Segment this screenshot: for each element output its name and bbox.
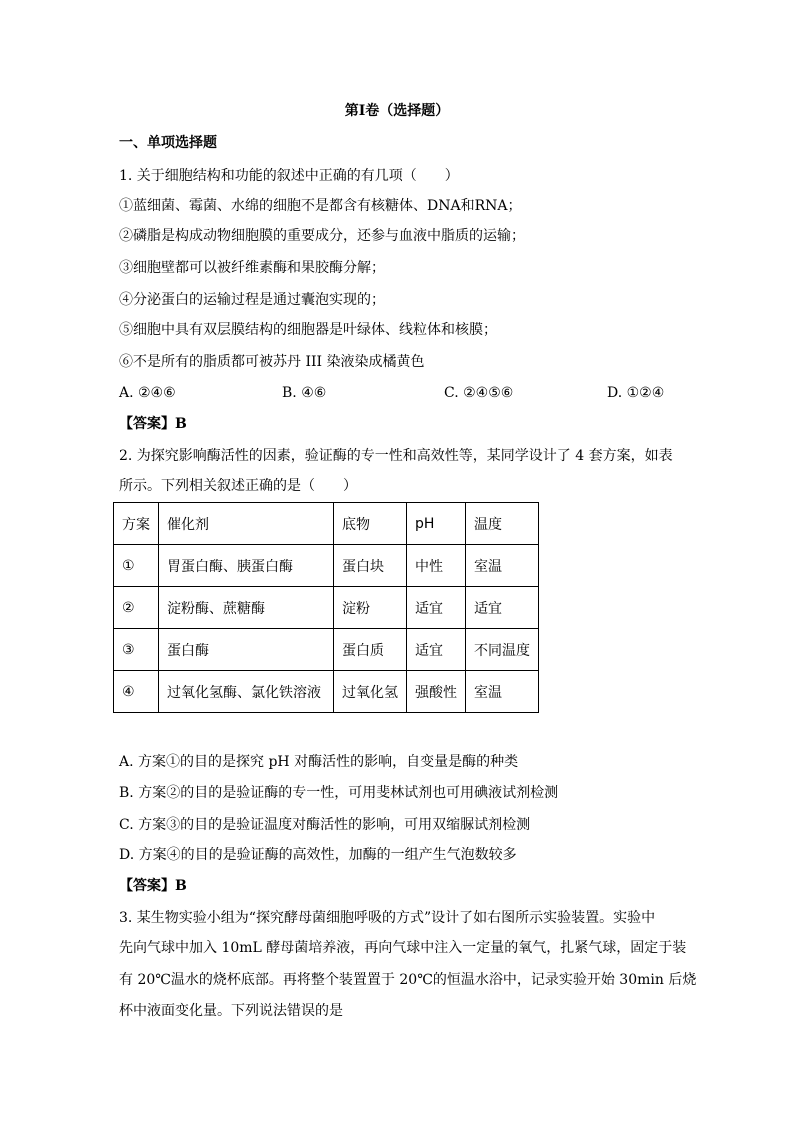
table-cell: 适宜 <box>466 587 539 629</box>
table-cell: 过氧化氢酶、氯化铁溶液 <box>159 671 334 713</box>
table-cell: 蛋白质 <box>334 629 407 671</box>
q1-stem: 1. 关于细胞结构和功能的叙述中正确的有几项（ ） <box>119 168 459 184</box>
table-header-cell: 方案 <box>114 503 159 545</box>
q1-item: ④分泌蛋白的运输过程是通过囊泡实现的； <box>119 292 385 308</box>
q2-answer: 【答案】B <box>119 878 187 894</box>
q1-option-a: A. ②④⑥ <box>119 385 176 401</box>
table-cell: 胃蛋白酶、胰蛋白酶 <box>159 545 334 587</box>
table-cell: 淀粉酶、蔗糖酶 <box>159 587 334 629</box>
table-row <box>114 545 539 587</box>
table-cell: 蛋白酶 <box>159 629 334 671</box>
q3-line: 有 20℃温水的烧杯底部。再将整个装置置于 20℃的恒温水浴中，记录实验开始 30min 后烧 <box>119 972 697 988</box>
q1-item: ⑥不是所有的脂质都可被苏丹 III 染液染成橘黄色 <box>119 354 425 370</box>
table-row <box>114 629 539 671</box>
table-cell: 强酸性 <box>407 671 466 713</box>
table-cell: 蛋白块 <box>334 545 407 587</box>
table-cell: 中性 <box>407 545 466 587</box>
table-header-cell: pH <box>407 503 466 545</box>
q2-stem-line2: 所示。下列相关叙述正确的是（ ） <box>119 478 357 494</box>
table-cell: ③ <box>114 629 159 671</box>
table-cell: 室温 <box>466 545 539 587</box>
paper-title: 第Ⅰ卷（选择题） <box>344 103 450 119</box>
table-header-row <box>114 503 539 545</box>
q1-answer: 【答案】B <box>119 416 187 432</box>
q2-option-c: C. 方案③的目的是验证温度对酶活性的影响，可用双缩脲试剂检测 <box>119 817 531 833</box>
table-cell: 淀粉 <box>334 587 407 629</box>
q1-option-b: B. ④⑥ <box>282 385 327 401</box>
q1-item: ⑤细胞中具有双层膜结构的细胞器是叶绿体、线粒体和核膜； <box>119 322 497 338</box>
q2-option-a: A. 方案①的目的是探究 pH 对酶活性的影响，自变量是酶的种类 <box>119 754 519 770</box>
q1-item: ③细胞壁都可以被纤维素酶和果胶酶分解； <box>119 260 385 276</box>
table-cell: 不同温度 <box>466 629 539 671</box>
table-cell: ① <box>114 545 159 587</box>
q2-option-b: B. 方案②的目的是验证酶的专一性，可用斐林试剂也可用碘液试剂检测 <box>119 785 559 801</box>
q3-line: 杯中液面变化量。下列说法错误的是 <box>119 1003 343 1019</box>
table-row <box>114 587 539 629</box>
q1-option-d: D. ①②④ <box>607 385 665 401</box>
table-cell: 室温 <box>466 671 539 713</box>
table-cell: 适宜 <box>407 587 466 629</box>
table-cell: ② <box>114 587 159 629</box>
table-header-cell: 催化剂 <box>159 503 334 545</box>
q3-line: 3. 某生物实验小组为“探究酵母菌细胞呼吸的方式”设计了如右图所示实验装置。实验中 <box>119 910 656 926</box>
q2-option-d: D. 方案④的目的是验证酶的高效性，加酶的一组产生气泡数较多 <box>119 847 517 863</box>
q1-item: ①蓝细菌、霉菌、水绵的细胞不是都含有核糖体、DNA和RNA； <box>119 198 522 214</box>
q3-line: 先向气球中加入 10mL 酵母菌培养液，再向气球中注入一定量的氧气，扎紧气球，固定于装 <box>119 940 687 956</box>
table-cell: ④ <box>114 671 159 713</box>
table-cell: 适宜 <box>407 629 466 671</box>
section-heading: 一、单项选择题 <box>119 135 217 151</box>
table-header-cell: 温度 <box>466 503 539 545</box>
q2-stem-line1: 2. 为探究影响酶活性的因素，验证酶的专一性和高效性等，某同学设计了 4 套方案，如表 <box>119 448 673 464</box>
q1-item: ②磷脂是构成动物细胞膜的重要成分，还参与血液中脂质的运输； <box>119 228 525 244</box>
scheme-table <box>113 502 539 713</box>
table-row <box>114 671 539 713</box>
q1-option-c: C. ②④⑤⑥ <box>444 385 514 401</box>
table-cell: 过氧化氢 <box>334 671 407 713</box>
table-header-cell: 底物 <box>334 503 407 545</box>
